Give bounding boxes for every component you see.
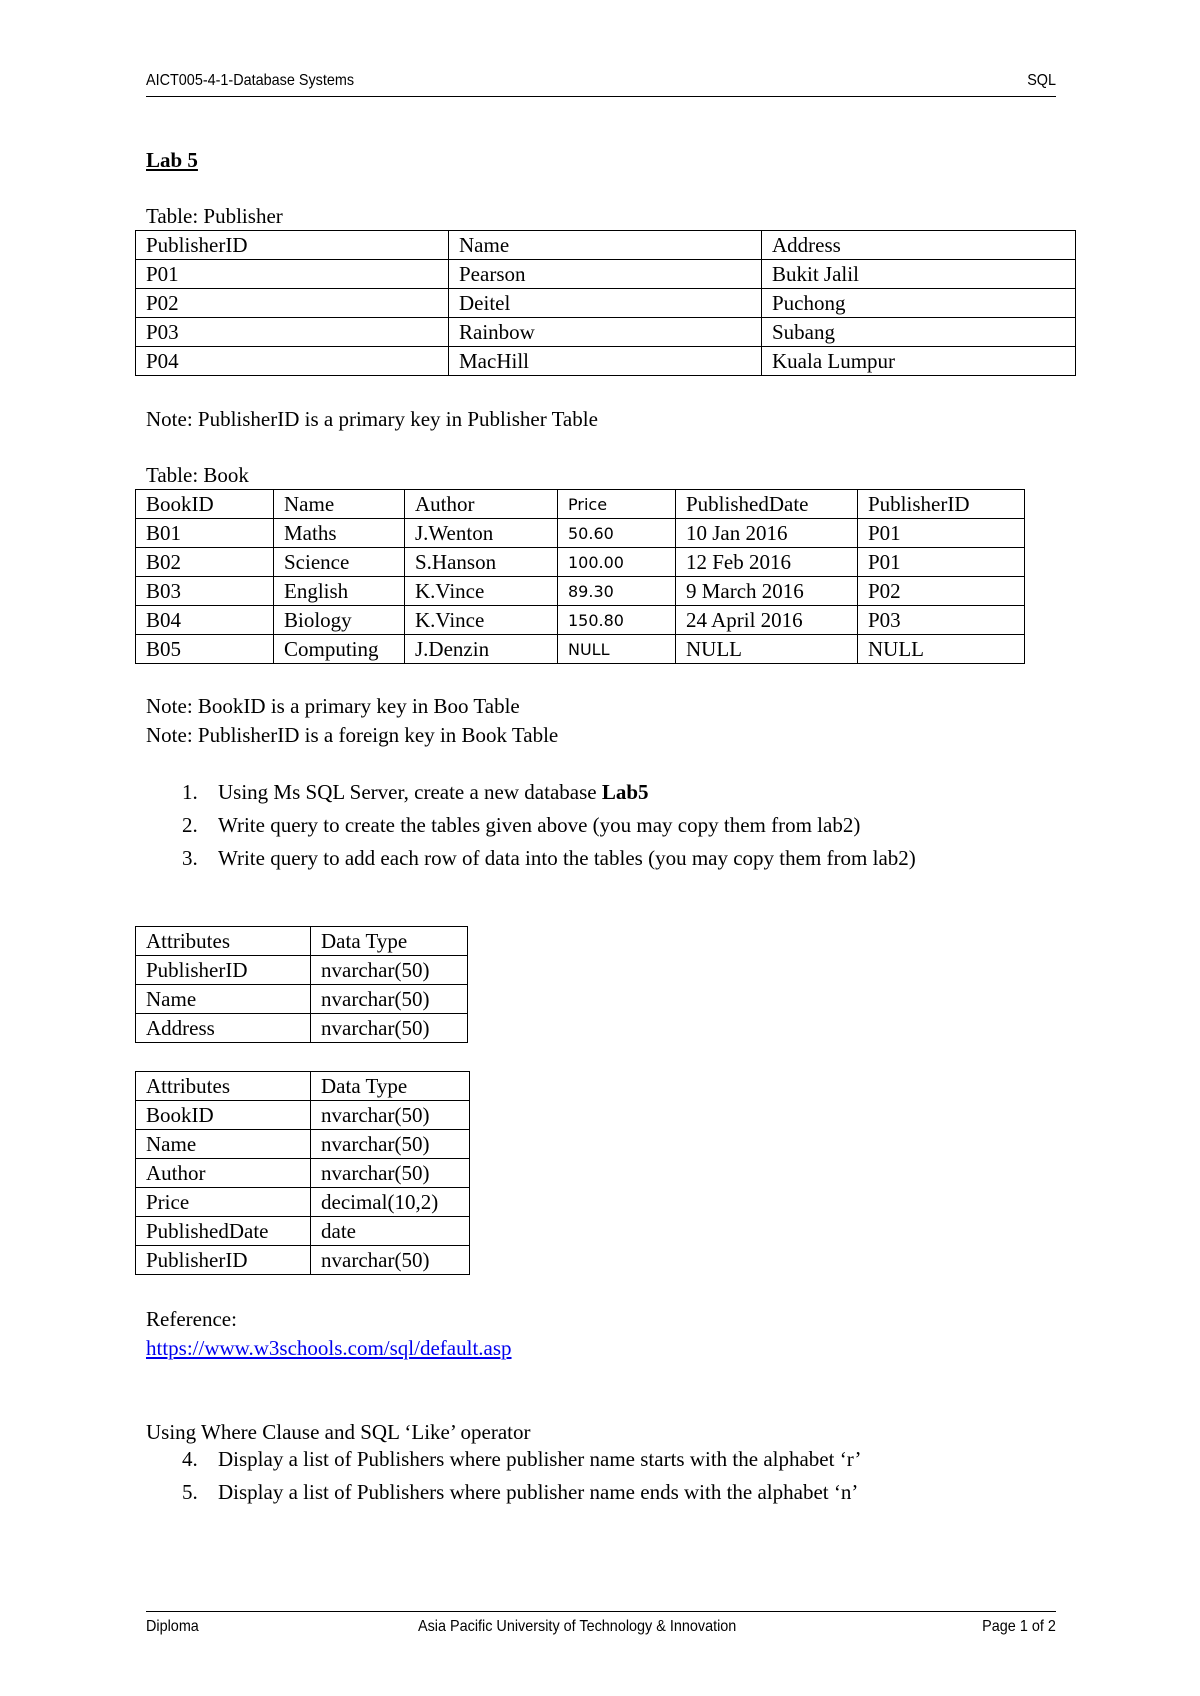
table-cell: nvarchar(50) xyxy=(311,1101,470,1130)
book-datatype-row xyxy=(136,1159,470,1188)
task-item xyxy=(146,809,916,842)
table-cell: K.Vince xyxy=(405,606,558,635)
column-header: Attributes xyxy=(136,927,311,956)
table-cell: PublisherID xyxy=(136,956,311,985)
publisher-datatype-row xyxy=(136,985,468,1014)
table-cell: Deitel xyxy=(449,289,762,318)
task-item xyxy=(146,1476,861,1509)
table-cell: PublisherID xyxy=(136,1246,311,1275)
table-cell: 10 Jan 2016 xyxy=(676,519,858,548)
table-cell: P03 xyxy=(858,606,1025,635)
book-datatype-row xyxy=(136,1217,470,1246)
table-cell: P04 xyxy=(136,347,449,376)
publisher-table-caption: Table: Publisher xyxy=(146,204,283,228)
table-cell: 24 April 2016 xyxy=(676,606,858,635)
table-cell: S.Hanson xyxy=(405,548,558,577)
note-publisher-primary-key: Note: PublisherID is a primary key in Publisher Table xyxy=(146,407,598,431)
publisher-table-row xyxy=(136,347,1076,376)
header-topic: SQL xyxy=(1027,72,1056,89)
page-header xyxy=(146,72,1056,97)
book-table xyxy=(135,489,1025,664)
book-datatype-row xyxy=(136,1130,470,1159)
task-text: Using Ms SQL Server, create a new database xyxy=(218,780,602,804)
book-table-row xyxy=(136,635,1025,664)
book-datatype-row xyxy=(136,1188,470,1217)
table-cell: B05 xyxy=(136,635,274,664)
book-datatype-header-row xyxy=(136,1072,470,1101)
task-list-part2 xyxy=(146,1443,861,1509)
publisher-table-row xyxy=(136,289,1076,318)
task-number: 5. xyxy=(182,1480,198,1504)
table-cell: nvarchar(50) xyxy=(311,956,468,985)
column-header: PublisherID xyxy=(858,490,1025,519)
header-course-code: AICT005-4-1-Database Systems xyxy=(146,72,355,89)
table-cell: NULL xyxy=(676,635,858,664)
publisher-datatype-table xyxy=(135,926,468,1043)
section2-title: Using Where Clause and SQL ‘Like’ operator xyxy=(146,1420,531,1444)
publisher-table xyxy=(135,230,1076,376)
column-header: Address xyxy=(762,231,1076,260)
table-cell: nvarchar(50) xyxy=(311,1014,468,1043)
table-cell: 9 March 2016 xyxy=(676,577,858,606)
table-cell: Price xyxy=(136,1188,311,1217)
table-cell: B02 xyxy=(136,548,274,577)
book-datatype-row xyxy=(136,1246,470,1275)
table-cell: 150.80 xyxy=(558,606,676,635)
footer-institution: Asia Pacific University of Technology & Innovation xyxy=(418,1618,737,1635)
table-cell: NULL xyxy=(858,635,1025,664)
column-header: Name xyxy=(274,490,405,519)
book-datatype-row xyxy=(136,1101,470,1130)
book-table-row xyxy=(136,577,1025,606)
column-header: Author xyxy=(405,490,558,519)
table-cell: nvarchar(50) xyxy=(311,1159,470,1188)
table-cell: Puchong xyxy=(762,289,1076,318)
table-cell: Subang xyxy=(762,318,1076,347)
table-cell: nvarchar(50) xyxy=(311,1246,470,1275)
table-cell: date xyxy=(311,1217,470,1246)
footer-page-number: Page 1 of 2 xyxy=(982,1618,1056,1635)
task-text: Write query to add each row of data into the tables (you may copy them from lab2) xyxy=(218,846,916,870)
lab-title: Lab 5 xyxy=(146,148,198,172)
table-cell: Bukit Jalil xyxy=(762,260,1076,289)
table-cell: decimal(10,2) xyxy=(311,1188,470,1217)
task-list-part1 xyxy=(146,776,916,875)
table-cell: Computing xyxy=(274,635,405,664)
reference-label: Reference: xyxy=(146,1307,237,1331)
table-cell: B01 xyxy=(136,519,274,548)
table-cell: Name xyxy=(136,1130,311,1159)
book-datatype-table xyxy=(135,1071,470,1275)
table-cell: J.Denzin xyxy=(405,635,558,664)
task-number: 4. xyxy=(182,1447,198,1471)
publisher-table-header-row xyxy=(136,231,1076,260)
book-table-caption: Table: Book xyxy=(146,463,249,487)
book-table-row xyxy=(136,548,1025,577)
page-footer xyxy=(146,1611,1056,1642)
table-cell: Biology xyxy=(274,606,405,635)
table-cell: P02 xyxy=(136,289,449,318)
task-text: Write query to create the tables given above (you may copy them from lab2) xyxy=(218,813,861,837)
task-number: 3. xyxy=(182,846,198,870)
table-cell: P03 xyxy=(136,318,449,347)
table-cell: P01 xyxy=(136,260,449,289)
table-cell: B03 xyxy=(136,577,274,606)
column-header: PublishedDate xyxy=(676,490,858,519)
table-cell: Kuala Lumpur xyxy=(762,347,1076,376)
task-bold-term: Lab5 xyxy=(601,780,649,804)
column-header: Data Type xyxy=(311,927,468,956)
publisher-datatype-row xyxy=(136,1014,468,1043)
table-cell: NULL xyxy=(558,635,676,664)
reference-link[interactable]: https://www.w3schools.com/sql/default.asp xyxy=(146,1336,512,1360)
footer-program: Diploma xyxy=(146,1618,199,1635)
table-cell: J.Wenton xyxy=(405,519,558,548)
publisher-table-row xyxy=(136,260,1076,289)
table-cell: 50.60 xyxy=(558,519,676,548)
column-header: PublisherID xyxy=(136,231,449,260)
task-text: Display a list of Publishers where publisher name ends with the alphabet ‘n’ xyxy=(218,1480,859,1504)
task-text: Display a list of Publishers where publisher name starts with the alphabet ‘r’ xyxy=(218,1447,862,1471)
table-cell: 100.00 xyxy=(558,548,676,577)
table-cell: Maths xyxy=(274,519,405,548)
table-cell: P01 xyxy=(858,548,1025,577)
column-header: Name xyxy=(449,231,762,260)
book-table-header-row xyxy=(136,490,1025,519)
table-cell: K.Vince xyxy=(405,577,558,606)
task-number: 1. xyxy=(182,780,198,804)
column-header: BookID xyxy=(136,490,274,519)
table-cell: Author xyxy=(136,1159,311,1188)
table-cell: nvarchar(50) xyxy=(311,985,468,1014)
table-cell: Address xyxy=(136,1014,311,1043)
book-table-row xyxy=(136,519,1025,548)
table-cell: BookID xyxy=(136,1101,311,1130)
book-table-row xyxy=(136,606,1025,635)
column-header: Data Type xyxy=(311,1072,470,1101)
task-number: 2. xyxy=(182,813,198,837)
column-header: Price xyxy=(558,490,676,519)
task-item xyxy=(146,776,916,809)
column-header: Attributes xyxy=(136,1072,311,1101)
table-cell: P02 xyxy=(858,577,1025,606)
note-book-foreign-key: Note: PublisherID is a foreign key in Book Table xyxy=(146,723,559,747)
publisher-datatype-row xyxy=(136,956,468,985)
table-cell: MacHill xyxy=(449,347,762,376)
table-cell: B04 xyxy=(136,606,274,635)
table-cell: PublishedDate xyxy=(136,1217,311,1246)
table-cell: 89.30 xyxy=(558,577,676,606)
table-cell: nvarchar(50) xyxy=(311,1130,470,1159)
task-item xyxy=(146,1443,861,1476)
task-item xyxy=(146,842,916,875)
publisher-datatype-header-row xyxy=(136,927,468,956)
note-book-primary-key: Note: BookID is a primary key in Boo Table xyxy=(146,694,520,718)
publisher-table-row xyxy=(136,318,1076,347)
table-cell: P01 xyxy=(858,519,1025,548)
table-cell: Rainbow xyxy=(449,318,762,347)
table-cell: Name xyxy=(136,985,311,1014)
table-cell: 12 Feb 2016 xyxy=(676,548,858,577)
table-cell: English xyxy=(274,577,405,606)
table-cell: Pearson xyxy=(449,260,762,289)
table-cell: Science xyxy=(274,548,405,577)
